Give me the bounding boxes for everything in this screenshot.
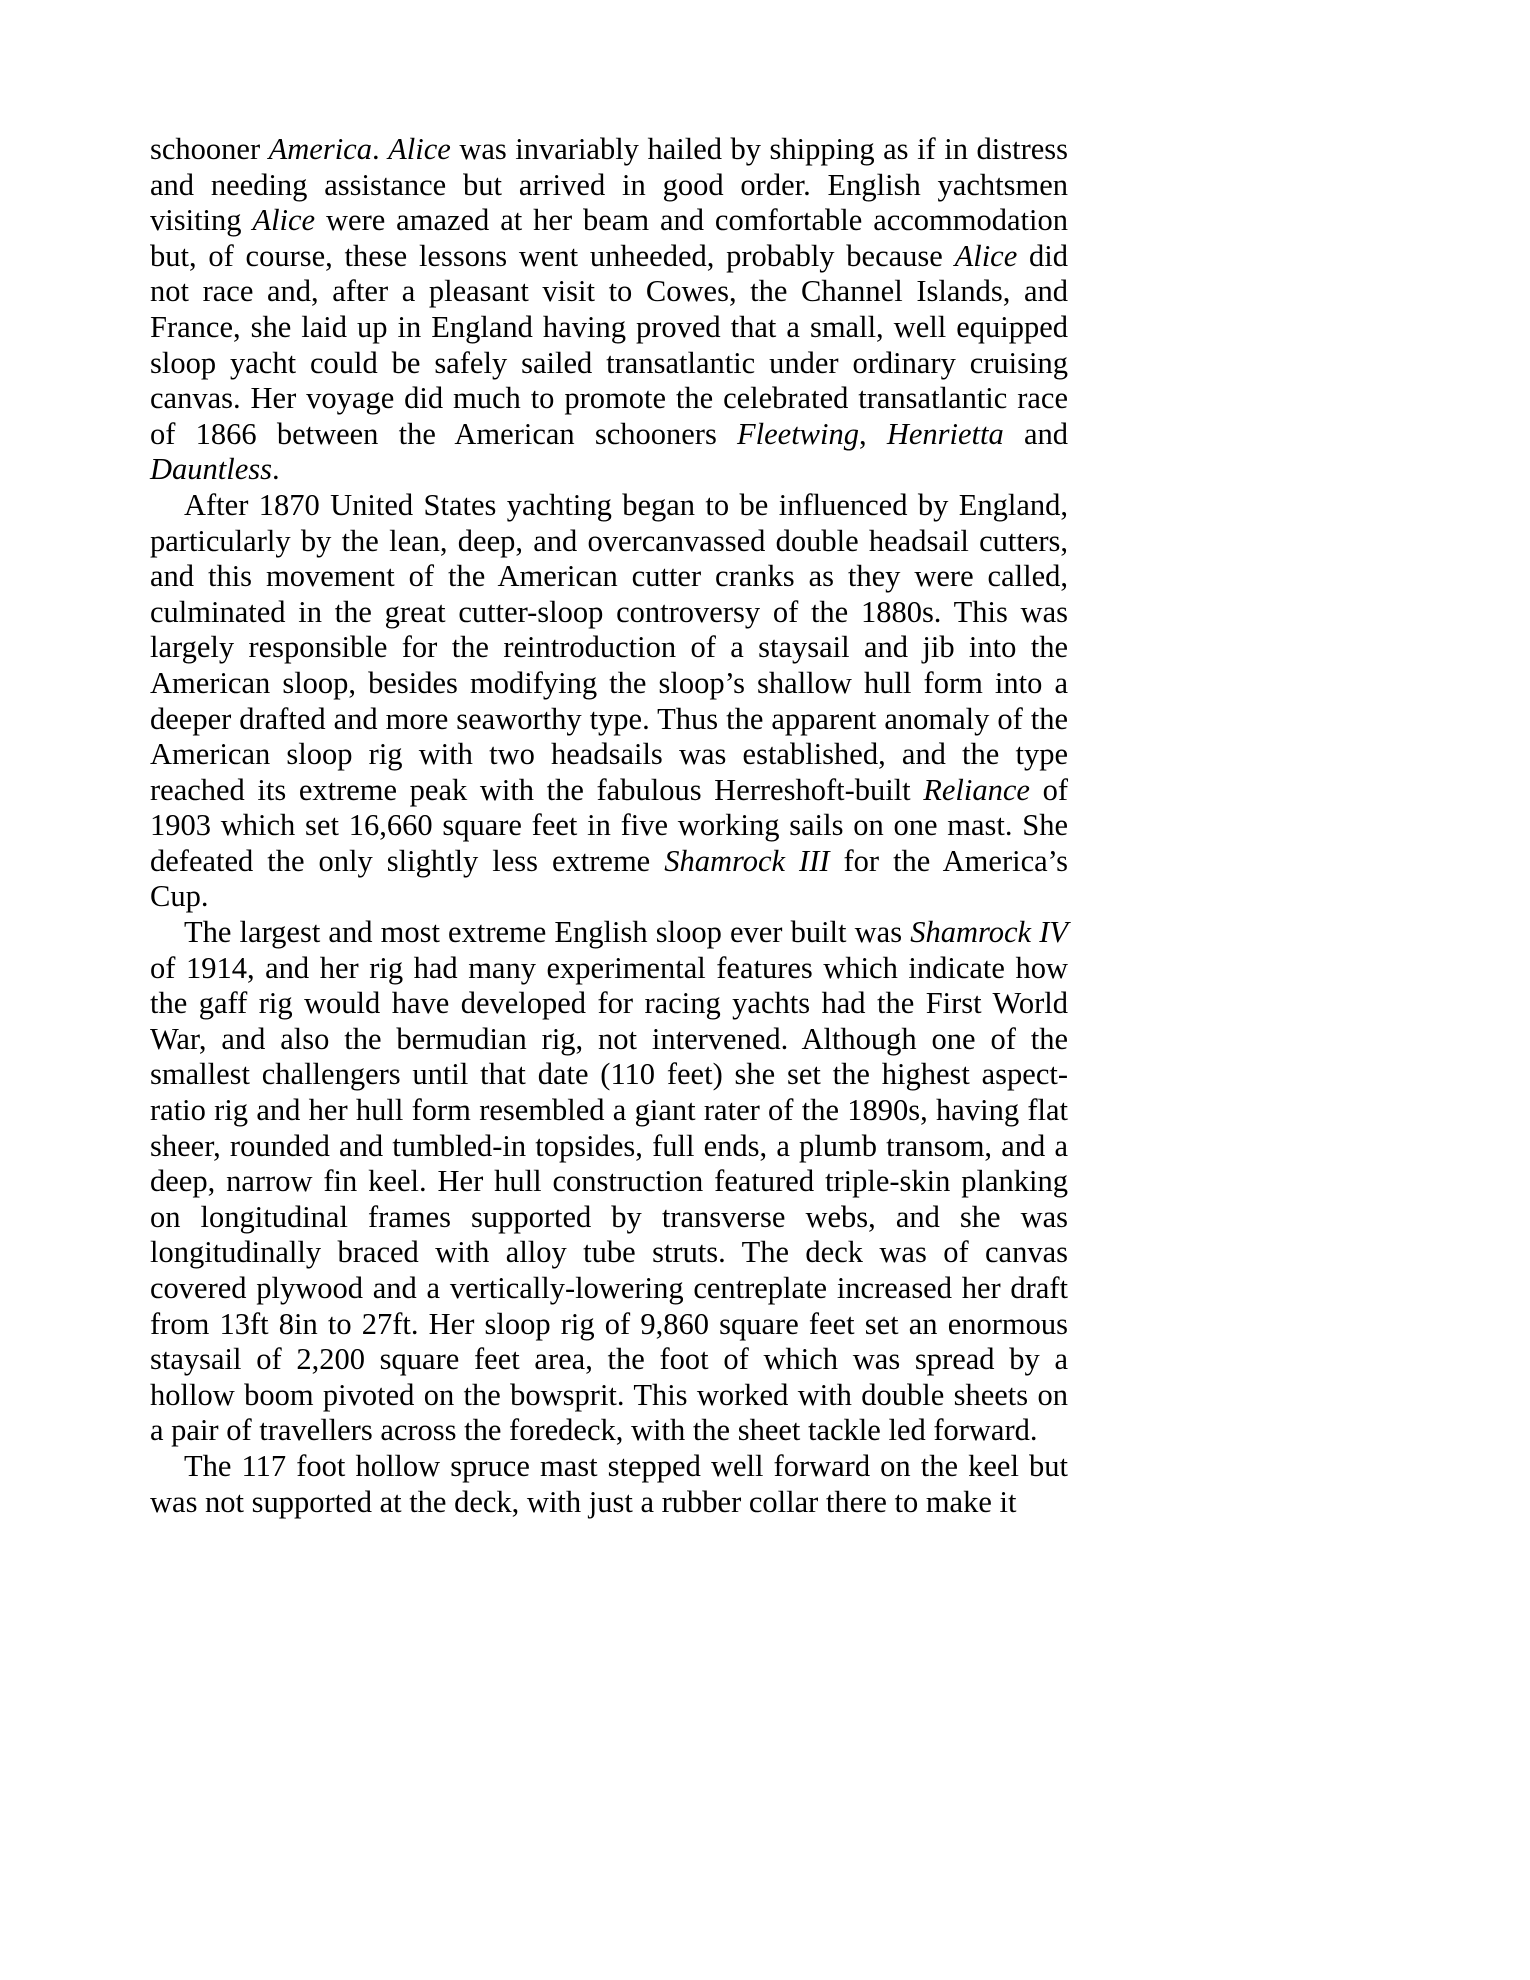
vessel-name: Fleetwing (737, 416, 860, 451)
vessel-name: Alice (954, 238, 1018, 273)
vessel-name: Reliance (923, 772, 1030, 807)
vessel-name: Alice (388, 132, 451, 166)
vessel-name: Dauntless (150, 452, 272, 487)
vessel-name: Shamrock IV (910, 915, 1068, 950)
paragraph-after-1870: After 1870 United States yachting began to be influenced by England, particularly by the lean, deep, and overcanvassed double headsail cutters, and this movement of the American cutter cranks as they were called, culminated in the great cutter-sloop controversy of the 1880s. This was largely responsible for the reintroduction of a staysail and jib into the American sloop, besides modifying the sloop’s shallow hull form into a deeper drafted and more seaworthy type. Thus the apparent anomaly of the American sloop rig with two headsails was established, and the type reached its extreme peak with the fabulous Herreshoft-built Reliance of 1903 which set 16,660 square feet in five working sails on one mast. She defeated the only slightly less extreme Shamrock III for the America’s Cup. (150, 487, 1068, 914)
vessel-name: America (268, 132, 372, 166)
vessel-name: Alice (252, 203, 316, 238)
paragraph-alice: schooner America. Alice was invariably hailed by shipping as if in distress and needing assistance but arrived in good order. English yachtsmen visiting Alice were amazed at her beam and comfortable accommodation but, of course, these lessons went unheeded, probably because Alice did not race and, after a pleasant visit to Cowes, the Channel Islands, and France, she laid up in England having proved that a small, well equipped sloop yacht could be safely sailed transatlantic under ordinary cruising canvas. Her voyage did much to promote the celebrated transatlantic race of 1866 between the American schooners Fleetwing, Henrietta and Dauntless. (150, 132, 1068, 487)
paragraph-mast: The 117 foot hollow spruce mast stepped well forward on the keel but was not supported at the deck, with just a rubber collar there to make it (150, 1448, 1068, 1519)
page-text-body (150, 132, 1068, 1520)
vessel-name: Shamrock III (664, 843, 830, 878)
paragraph-shamrock-iv: The largest and most extreme English sloop ever built was Shamrock IV of 1914, and her rig had many experimental features which indicate how the gaff rig would have developed for racing yachts had the First World War, and also the bermudian rig, not intervened. Although one of the smallest challengers until that date (110 feet) she set the highest aspect-ratio rig and her hull form resembled a giant rater of the 1890s, having flat sheer, rounded and tumbled-in topsides, full ends, a plumb transom, and a deep, narrow fin keel. Her hull construction featured triple-skin planking on longitudinal frames supported by transverse webs, and she was longitudinally braced with alloy tube struts. The deck was of canvas covered plywood and a vertically-lowering centreplate increased her draft from 13ft 8in to 27ft. Her sloop rig of 9,860 square feet set an enormous staysail of 2,200 square feet area, the foot of which was spread by a hollow boom pivoted on the bowsprit. This worked with double sheets on a pair of travellers across the foredeck, with the sheet tackle led forward. (150, 915, 1068, 1448)
vessel-name: Henrietta (886, 416, 1004, 451)
